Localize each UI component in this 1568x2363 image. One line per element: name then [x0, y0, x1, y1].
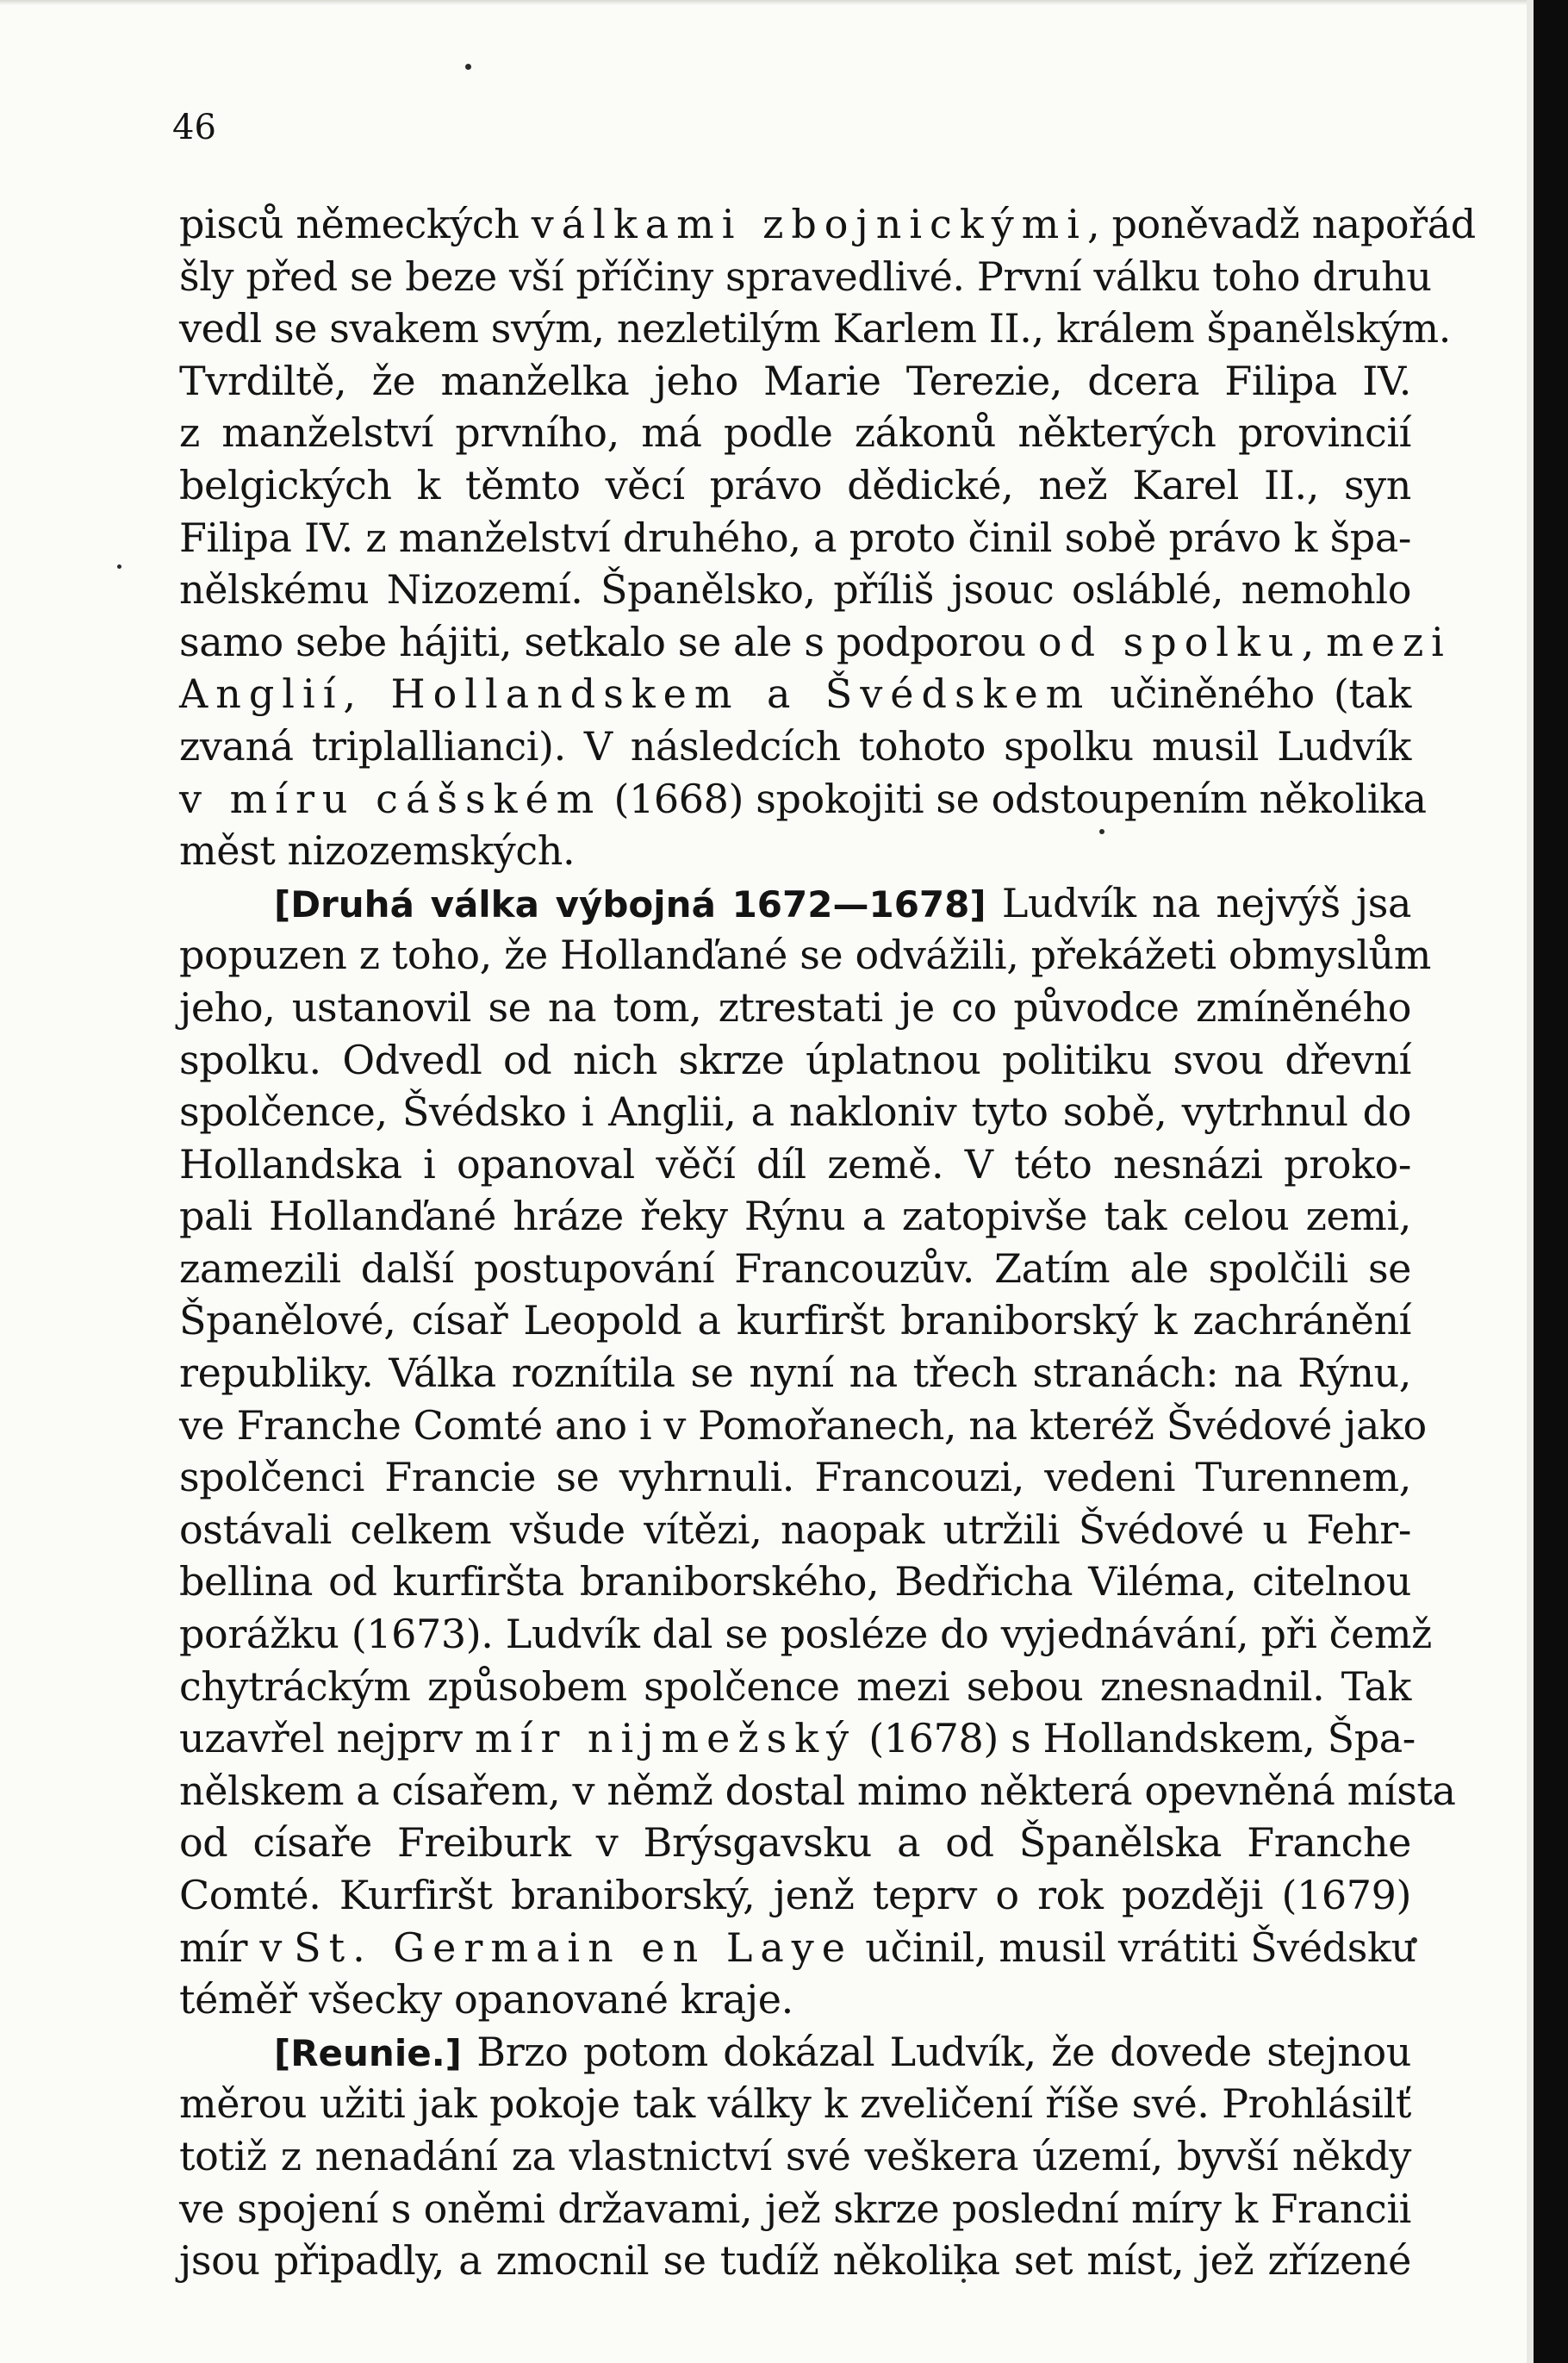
- spaced-emphasis: od spolku: [1037, 618, 1302, 665]
- text-line: [179, 1347, 1411, 1400]
- text-run: zamezili další postupování Francouzův. Zatím ale spolčili se: [179, 1244, 1411, 1292]
- text-run: Filipa IV. z manželství druhého, a proto činil sobě právo k špa-: [179, 514, 1411, 561]
- section-heading: [Reunie.]: [274, 2031, 462, 2074]
- text-line: [179, 616, 1452, 669]
- text-run: porážku (1673). Ludvík dal se posléze do vyjednávání, při čemž: [179, 1611, 1432, 1658]
- text-line: [179, 1400, 1427, 1452]
- text-line: [179, 1294, 1411, 1347]
- page-edge-gap: [1527, 0, 1534, 2363]
- text-line: [179, 1086, 1411, 1138]
- text-line: [179, 720, 1411, 773]
- text-line: [179, 1504, 1411, 1556]
- ink-speck: [465, 64, 471, 70]
- text-run: spolčence, Švédsko i Anglii, a nakloniv tyto sobě, vytrhnul do: [179, 1088, 1411, 1136]
- text-line: [179, 198, 1476, 251]
- spaced-emphasis: mezi: [1326, 618, 1452, 665]
- text-line: [179, 1973, 1411, 2026]
- spaced-emphasis: mír nijmežský: [474, 1715, 857, 1762]
- text-line: [179, 877, 1411, 930]
- body-text: [179, 198, 1476, 2287]
- text-line: [179, 2130, 1411, 2183]
- text-line: [179, 668, 1411, 720]
- text-line: [179, 1765, 1456, 1817]
- text-line: [179, 1243, 1411, 1295]
- page-number: 46: [172, 108, 216, 147]
- text-run: měst nizozemských.: [179, 827, 576, 875]
- text-line: [179, 1661, 1411, 1713]
- text-line: [179, 1922, 1416, 1974]
- text-run: totiž z nenadání za vlastnictví své veškera území, byvší někdy: [179, 2132, 1411, 2179]
- text-line: [179, 459, 1411, 512]
- text-run: učiněného (tak: [1091, 670, 1411, 718]
- text-run: samo sebe hájiti, setkalo se ale s podporou: [179, 618, 1038, 665]
- text-line: [179, 1451, 1411, 1504]
- text-line: [179, 1138, 1411, 1191]
- text-run: pali Hollanďané hráze řeky Rýnu a zatopivše tak celou zemi,: [179, 1193, 1411, 1240]
- text-line: [179, 2026, 1411, 2079]
- text-line: [179, 1608, 1432, 1661]
- text-line: [179, 773, 1427, 826]
- text-run: belgických k těmto věcí právo dědické, než Karel II., syn: [179, 461, 1411, 508]
- text-run: pisců německých: [179, 201, 532, 247]
- text-run: Hollandska i opanoval věčí díl země. V této nesnázi proko-: [179, 1140, 1411, 1188]
- text-line: [179, 825, 1411, 877]
- text-run: měrou užiti jak pokoje tak války k zveličení říše své. Prohlásilť: [179, 2080, 1411, 2128]
- text-line: [179, 1034, 1411, 1087]
- scan-border: [1534, 0, 1568, 2363]
- spaced-emphasis: válkami zbojnickými: [531, 201, 1088, 247]
- text-line: [179, 564, 1411, 616]
- text-line: [179, 2183, 1411, 2235]
- text-run: Ludvík na nejvýš jsa: [986, 879, 1411, 926]
- text-run: spolčenci Francie se vyhrnuli. Francouzi, vedeni Turennem,: [179, 1454, 1411, 1501]
- text-run: jsou připadly, a zmocnil se tudíž několika set míst, jež zřízené: [179, 2237, 1411, 2285]
- text-line: [179, 302, 1451, 355]
- text-run: šly před se beze vší příčiny spravedlivé. První válku toho druhu: [179, 253, 1432, 300]
- text-run: Tvrdiltě, že manželka jeho Marie Terezie, dcera Filipa IV.: [179, 357, 1411, 404]
- text-run: uzavřel nejprv: [179, 1715, 475, 1762]
- text-run: Comté. Kurfiršt braniborský, jenž teprv o rok později (1679): [179, 1872, 1411, 1918]
- page-top-edge: [0, 0, 1527, 5]
- text-run: ve Franche Comté ano i v Pomořanech, na kteréž Švédové jako: [179, 1401, 1427, 1449]
- text-run: mír v: [179, 1923, 295, 1971]
- text-line: [179, 355, 1411, 408]
- text-run: téměř všecky opanované kraje.: [179, 1976, 793, 2023]
- text-line: [179, 929, 1431, 982]
- spaced-emphasis: St. Germain en Laye: [294, 1923, 854, 1971]
- text-run: (1678) s Hollandskem, Špa-: [856, 1715, 1416, 1762]
- text-run: , poněvadž napořád: [1087, 201, 1476, 247]
- text-line: [179, 2078, 1411, 2130]
- text-run: chytráckým způsobem spolčence mezi sebou znesnadnil. Tak: [179, 1662, 1411, 1710]
- text-line: [179, 1556, 1411, 1608]
- text-run: popuzen z toho, že Hollanďané se odvážili, překážeti obmyslům: [179, 932, 1431, 979]
- text-run: ostávali celkem všude vítězi, naopak utržili Švédové u Fehr-: [179, 1506, 1411, 1553]
- ink-speck: [117, 564, 121, 569]
- text-line: [179, 1712, 1416, 1765]
- text-line: [179, 1869, 1411, 1922]
- text-run: učinil, musil vrátiti Švédsku: [853, 1923, 1416, 1971]
- text-run: nělskem a císařem, v němž dostal mimo některá opevněná místa: [179, 1767, 1456, 1814]
- text-line: [179, 1817, 1411, 1869]
- text-line: [179, 1190, 1411, 1243]
- text-run: (1668) spokojiti se odstoupením několika: [601, 775, 1427, 822]
- text-line: [179, 407, 1411, 459]
- spaced-emphasis: Anglií, Hollandskem a Švédskem: [179, 670, 1092, 718]
- text-run: bellina od kurfiršta braniborského, Bedřicha Viléma, citelnou: [179, 1558, 1411, 1605]
- text-run: z manželství prvního, má podle zákonů některých provincií: [179, 409, 1411, 457]
- text-run: Brzo potom dokázal Ludvík, že dovede stejnou: [461, 2028, 1411, 2075]
- spaced-emphasis: v míru cášském: [179, 775, 602, 822]
- text-run: ,: [1301, 618, 1327, 665]
- text-run: Španělové, císař Leopold a kurfiršt braniborský k zachránění: [179, 1297, 1411, 1344]
- text-run: zvaná triplallianci). V následcích tohoto spolku musil Ludvík: [179, 722, 1411, 770]
- text-run: ve spojení s oněmi državami, jež skrze poslední míry k Francii: [179, 2185, 1411, 2232]
- text-run: vedl se svakem svým, nezletilým Karlem II., králem španělským.: [179, 305, 1451, 352]
- text-run: spolku. Odvedl od nich skrze úplatnou politiku svou dřevní: [179, 1036, 1411, 1083]
- text-run: jeho, ustanovil se na tom, ztrestati je co původce zmíněného: [179, 983, 1411, 1031]
- text-run: republiky. Válka roznítila se nyní na třech stranách: na Rýnu,: [179, 1350, 1411, 1397]
- text-line: [179, 982, 1411, 1034]
- text-run: nělskému Nizozemí. Španělsko, příliš jsouc osláblé, nemohlo: [179, 566, 1411, 614]
- text-run: od císaře Freiburk v Brýsgavsku a od Španělska Franche: [179, 1819, 1411, 1867]
- text-line: [179, 251, 1432, 303]
- text-line: [179, 512, 1411, 564]
- section-heading: [Druhá válka výbojná 1672—1678]: [274, 882, 986, 926]
- text-line: [179, 2235, 1411, 2287]
